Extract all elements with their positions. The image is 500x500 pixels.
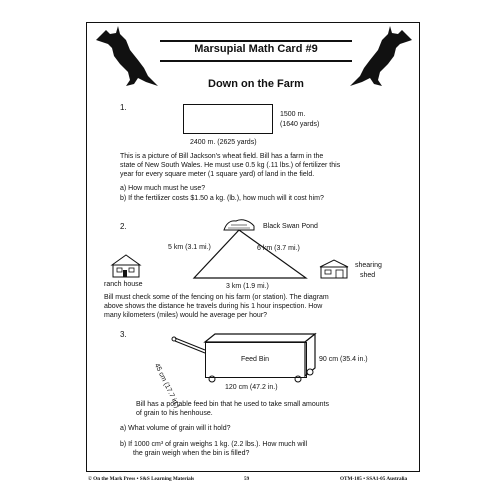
problem-1-number: 1. bbox=[120, 103, 127, 112]
problem-3-question-a: a) What volume of grain will it hold? bbox=[120, 425, 231, 432]
shed-label-line-1: shearing bbox=[355, 262, 382, 269]
bottom-distance-label: 3 km (1.9 mi.) bbox=[226, 283, 269, 290]
left-distance-label: 5 km (3.1 mi.) bbox=[168, 244, 211, 251]
right-distance-label: 6 km (3.7 mi.) bbox=[257, 245, 300, 252]
field-height-label: 1500 m. bbox=[280, 111, 306, 118]
problem-3-question-b-line-1: b) If 1000 cm³ of grain weighs 1 kg. (2.2 lbs.). How much will bbox=[120, 441, 308, 448]
footer-page-number: 59 bbox=[244, 476, 250, 482]
bin-depth-label: 45 cm (17.7 in.) bbox=[152, 362, 181, 410]
card-subtitle: Down on the Farm bbox=[208, 78, 304, 90]
problem-3-text-line-1: Bill has a portable feed bin that he used to take small amounts bbox=[136, 401, 330, 408]
footer-publisher: © On the Mark Press • S&S Learning Materials bbox=[88, 476, 195, 482]
problem-1-text-line-2: state of New South Wales. He must use 0.5 kg (.11 lbs.) of fertilizer this bbox=[120, 162, 341, 169]
problem-2-number: 2. bbox=[120, 222, 127, 231]
problem-1-question-b: b) If the fertilizer costs $1.50 a kg. (lb.), how much will it cost him? bbox=[120, 195, 324, 202]
bin-length-label: 120 cm (47.2 in.) bbox=[225, 384, 278, 391]
footer-catalog: OTM-105 • SSA1-05 Australia bbox=[340, 476, 408, 482]
ranch-house-label: ranch house bbox=[104, 281, 143, 288]
problem-3-question-b-line-2: the grain weigh when the bin is filled? bbox=[133, 450, 250, 457]
problem-3-number: 3. bbox=[120, 330, 127, 339]
bin-height-label: 90 cm (35.4 in.) bbox=[319, 356, 368, 363]
problem-1-text-line-1: This is a picture of Bill Jackson's wheat field. Bill has a farm in the bbox=[120, 153, 324, 160]
problem-3-text-line-2: of grain to his henhouse. bbox=[136, 410, 213, 417]
field-width-label: 2400 m. (2625 yards) bbox=[190, 139, 257, 146]
field-height-label-yards: (1640 yards) bbox=[280, 121, 320, 128]
shed-label-line-2: shed bbox=[360, 272, 376, 279]
problem-1-text-line-3: year for every square meter (1 square yard) of land in the field. bbox=[120, 171, 315, 178]
problem-2-text-line-1: Bill must check some of the fencing on his farm (or station). The diagram bbox=[104, 294, 329, 301]
problem-2-text-line-2: above shows the distance he travels during his 1 hour inspection. How bbox=[104, 303, 323, 310]
problem-1-question-a: a) How much must he use? bbox=[120, 185, 206, 192]
card-title: Marsupial Math Card #9 bbox=[194, 43, 318, 55]
problem-2-text-line-3: many kilometers (miles) would he average per hour? bbox=[104, 312, 268, 319]
pond-label: Black Swan Pond bbox=[263, 223, 318, 230]
feed-bin-label: Feed Bin bbox=[240, 356, 270, 363]
